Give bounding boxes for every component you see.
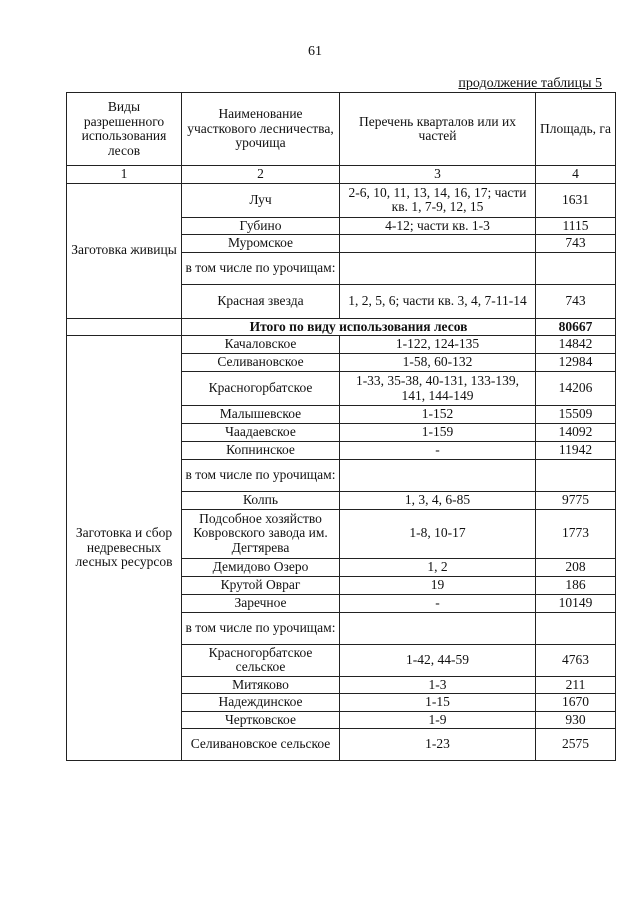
- area-cell: 14206: [536, 372, 616, 406]
- area-cell: 743: [536, 284, 616, 318]
- forestry-name-cell: в том числе по урочищам:: [182, 460, 340, 492]
- forestry-name-cell: Луч: [182, 183, 340, 217]
- area-cell: 211: [536, 676, 616, 694]
- use-type-cell: Заготовка живицы: [67, 183, 182, 318]
- quarters-cell: 1-9: [340, 711, 536, 729]
- column-number-row: [67, 166, 616, 184]
- area-cell: 14842: [536, 336, 616, 354]
- header-quarters-list: Перечень кварталов или их частей: [340, 93, 536, 166]
- forestry-name-cell: Демидово Озеро: [182, 558, 340, 576]
- column-number: 1: [67, 166, 182, 184]
- column-number: 3: [340, 166, 536, 184]
- area-cell: 9775: [536, 492, 616, 510]
- total-spacer-cell: [67, 318, 182, 336]
- table-continuation-caption: продолжение таблицы 5: [458, 76, 602, 91]
- forestry-name-cell: Малышевское: [182, 406, 340, 424]
- quarters-cell: 1, 3, 4, 6-85: [340, 492, 536, 510]
- area-cell: [536, 460, 616, 492]
- total-label: Итого по виду использования лесов: [182, 318, 536, 336]
- forestry-name-cell: Заречное: [182, 594, 340, 612]
- quarters-cell: 1-42, 44-59: [340, 644, 536, 676]
- total-area: 80667: [536, 318, 616, 336]
- area-cell: 930: [536, 711, 616, 729]
- column-number: 4: [536, 166, 616, 184]
- page-number: 61: [308, 44, 322, 59]
- area-cell: 186: [536, 576, 616, 594]
- forestry-name-cell: Колпь: [182, 492, 340, 510]
- quarters-cell: -: [340, 594, 536, 612]
- area-cell: 208: [536, 558, 616, 576]
- table-header-row: [67, 93, 616, 166]
- quarters-cell: 1-58, 60-132: [340, 354, 536, 372]
- forestry-name-cell: в том числе по урочищам:: [182, 612, 340, 644]
- quarters-cell: 2-6, 10, 11, 13, 14, 16, 17; части кв. 1, 7-9, 12, 15: [340, 183, 536, 217]
- forestry-name-cell: Муромское: [182, 235, 340, 253]
- quarters-cell: [340, 252, 536, 284]
- quarters-cell: 1-8, 10-17: [340, 509, 536, 558]
- quarters-cell: 1, 2: [340, 558, 536, 576]
- forestry-name-cell: Митяково: [182, 676, 340, 694]
- forestry-name-cell: Крутой Овраг: [182, 576, 340, 594]
- forestry-name-cell: Красногорбатское: [182, 372, 340, 406]
- area-cell: [536, 252, 616, 284]
- header-forestry-name: Наименование участкового лесничества, урочища: [182, 93, 340, 166]
- forestry-name-cell: Качаловское: [182, 336, 340, 354]
- area-cell: 1115: [536, 217, 616, 235]
- quarters-cell: [340, 235, 536, 253]
- quarters-cell: 1-23: [340, 729, 536, 761]
- area-cell: 4763: [536, 644, 616, 676]
- forestry-name-cell: Красная звезда: [182, 284, 340, 318]
- forestry-name-cell: Подсобное хозяйство Ковровского завода им. Дегтярева: [182, 509, 340, 558]
- forestry-name-cell: в том числе по урочищам:: [182, 252, 340, 284]
- header-area: Площадь, га: [536, 93, 616, 166]
- area-cell: 743: [536, 235, 616, 253]
- quarters-cell: 19: [340, 576, 536, 594]
- area-cell: 12984: [536, 354, 616, 372]
- quarters-cell: [340, 612, 536, 644]
- total-row: [67, 318, 616, 336]
- forestry-name-cell: Губино: [182, 217, 340, 235]
- area-cell: 14092: [536, 424, 616, 442]
- forestry-name-cell: Чертковское: [182, 711, 340, 729]
- area-cell: 1631: [536, 183, 616, 217]
- area-cell: 11942: [536, 442, 616, 460]
- quarters-cell: 1-33, 35-38, 40-131, 133-139, 141, 144-149: [340, 372, 536, 406]
- quarters-cell: 1, 2, 5, 6; части кв. 3, 4, 7-11-14: [340, 284, 536, 318]
- table-row: [67, 336, 616, 354]
- quarters-cell: 1-152: [340, 406, 536, 424]
- forestry-name-cell: Селивановское: [182, 354, 340, 372]
- quarters-cell: 1-159: [340, 424, 536, 442]
- area-cell: 1670: [536, 694, 616, 712]
- quarters-cell: [340, 460, 536, 492]
- header-use-type: Виды разрешенного использования лесов: [67, 93, 182, 166]
- area-cell: 2575: [536, 729, 616, 761]
- use-type-cell: Заготовка и сбор недревесных лесных ресурсов: [67, 336, 182, 761]
- forestry-name-cell: Чаадаевское: [182, 424, 340, 442]
- quarters-cell: 4-12; части кв. 1-3: [340, 217, 536, 235]
- forest-use-table: [66, 92, 616, 761]
- area-cell: 15509: [536, 406, 616, 424]
- forestry-name-cell: Надеждинское: [182, 694, 340, 712]
- forestry-name-cell: Красногорбатское сельское: [182, 644, 340, 676]
- forestry-name-cell: Копнинское: [182, 442, 340, 460]
- area-cell: 10149: [536, 594, 616, 612]
- quarters-cell: 1-3: [340, 676, 536, 694]
- table-row: [67, 183, 616, 217]
- quarters-cell: -: [340, 442, 536, 460]
- quarters-cell: 1-122, 124-135: [340, 336, 536, 354]
- forestry-name-cell: Селивановское сельское: [182, 729, 340, 761]
- quarters-cell: 1-15: [340, 694, 536, 712]
- area-cell: 1773: [536, 509, 616, 558]
- column-number: 2: [182, 166, 340, 184]
- area-cell: [536, 612, 616, 644]
